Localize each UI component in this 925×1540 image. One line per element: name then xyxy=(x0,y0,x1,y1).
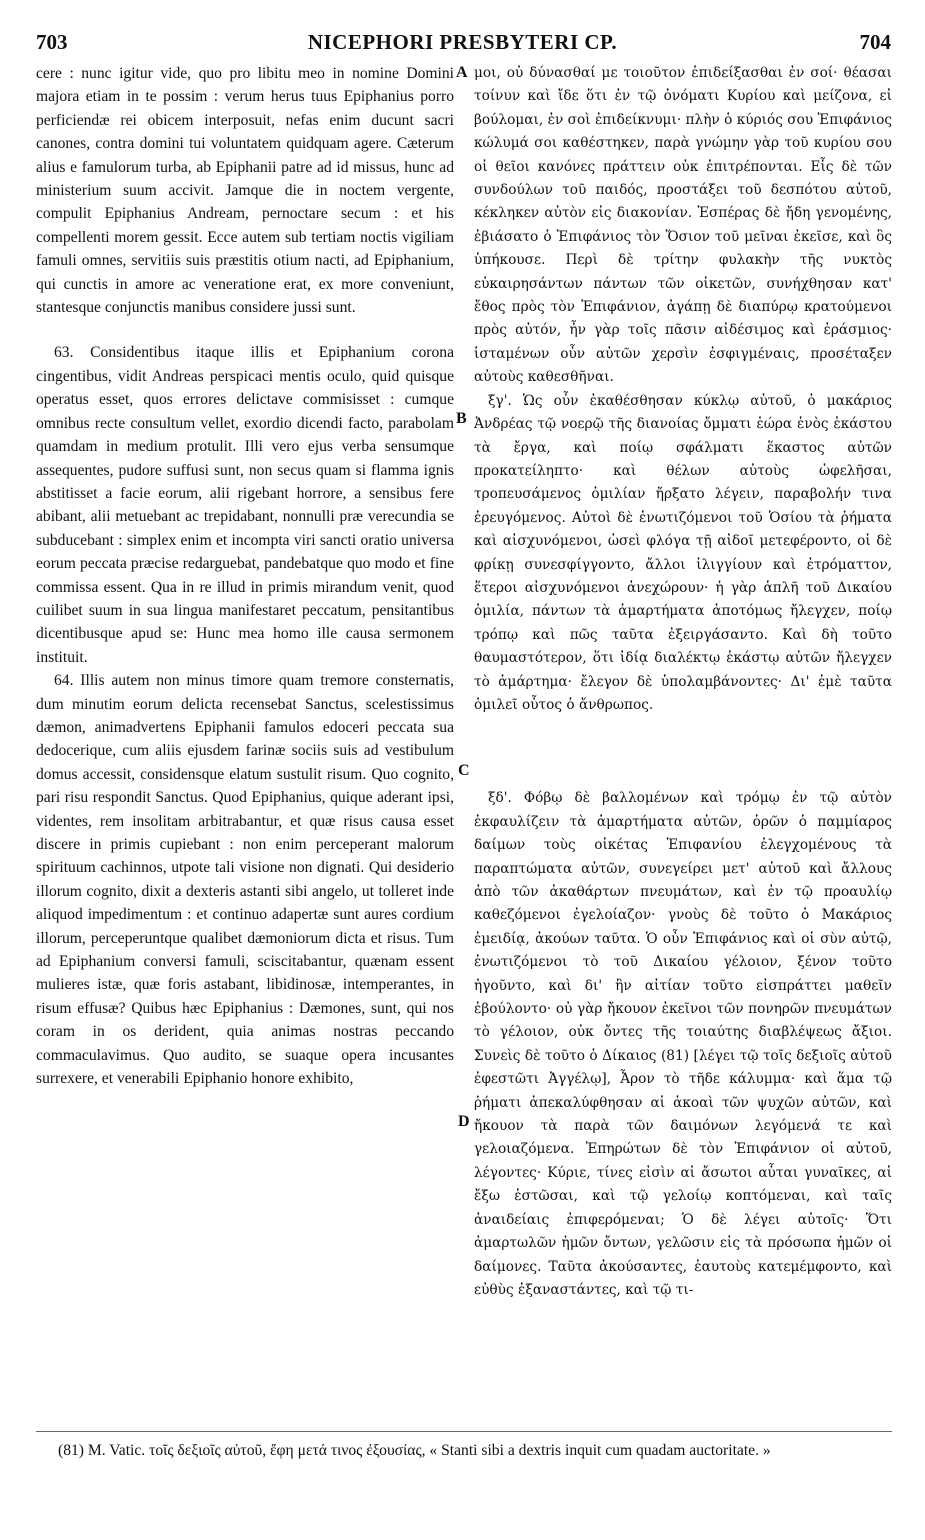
margin-marker-a: A xyxy=(456,64,468,81)
greek-paragraph-1: μοι, οὐ δύνασθαί με τοιοῦτον ἐπιδείξασθαι ἐν σοί· θέασαι τοίνυν καὶ ἴδε ὅτι ἐν τῷ ὀνόματι Κυρίου καὶ μείζονα, εἰ βούλομαι, ἐν σοὶ ἐπιδείκνυμι· πλὴν ὁ κύριός σου Ἐπιφάνιος κώλυμά σοι καθέστηκεν, παρὰ γνώμην γὰρ τοῦ κυρίου σου οἱ θεῖοι κανόνες πράττειν οὐκ ἐπιτρέπονται. Εἷς δὲ τῶν συνδούλων τοῦ παιδός, προστάξει τοῦ δεσπότου αὐτοῦ, κέκληκεν αὐτὸν εἰς διακονίαν. Ἑσπέρας δὲ ἤδη γενομένης, ἐβιάσατο ὁ Ἐπιφάνιος τὸν Ὅσιον τοῦ μεῖναι ἐκεῖσε, καὶ ὃς ὑπήκουσε. Περὶ δὲ τρίτην φυλακὴν τῆς νυκτὸς εὐκαιρησάντων πάντων τῶν οἰκετῶν, συνήχθησαν κατ' ἔθος πρὸς τὸν Ἐπιφάνιον, ἀγάπῃ δὲ διαπύρῳ κρατούμενοι πρὸς αὐτόν, ἦν γὰρ τοῖς πᾶσιν αἰδέσιμος καὶ ἐράσμιος· ἱσταμένων οὖν αὐτῶν χερσὶν ἐσφιγμέναις, προσέταξεν αὐτοὺς καθεσθῆναι. xyxy=(474,65,892,386)
page-number-left: 703 xyxy=(36,30,68,54)
margin-marker-d: D xyxy=(458,1113,470,1130)
running-title: NICEPHORI PRESBYTERI CP. xyxy=(307,30,618,54)
greek-paragraph-64: ξδ'. Φόβῳ δὲ βαλλομένων καὶ τρόμῳ ἐν τῷ αὐτὸν ἐκφαυλίζειν τὰ ἁμαρτήματα αὐτῶν, ὁρῶν ὁ παμμίαρος δαίμων τοὺς οἰκέτας Ἐπιφανίου ἐλεγχομένους τὰ παραπτώματα αὐτῶν, συνεγείρει μετ' αὐτοῦ καὶ ἄλλους ἀπὸ τῶν ἀκαθάρτων πνευμάτων, καὶ ἐν τῷ προαυλίῳ καθεζόμενοι ἐγελοίαζον· γνοὺς δὲ τοῦτο ὁ Μακάριος ἐμειδίᾳ, ἀκούων ταῦτα. Ὁ οὖν Ἐπιφάνιος καὶ οἱ σὺν αὐτῷ, ἐνωτιζόμενοι τὸ τοῦ Δικαίου γέλοιον, ξένον τοῦτο ἡγοῦντο, καὶ δι' ἣν αἰτίαν τοῦτο εἰσπράττει μαθεῖν ἐβούλοντο· οὐ γὰρ ἤκουον ἐκεῖνοι τῶν πονηρῶν πνευμάτων τὸ γέλοιον, οὐκ ὄντες τῆς τοιαύτης διαβλέψεως ἄξιοι. Συνεὶς δὲ τοῦτο ὁ Δίκαιος (81) [λέγει τῷ τοῖς δεξιοῖς αὐτοῦ ἐφεστῶτι Ἀγγέλῳ], Ἆρον τὸ τῆδε κάλυμμα· καὶ ἅμα τῷ ῥήματι ἀπεκαλύφθησαν αἱ ἀκοαὶ τῶν ψυχῶν αὐτῶν, καὶ ἤκουον τὰ παρὰ τῶν δαιμόνων λεγόμενά τε καὶ γελοιαζόμενα. Ἐπηρώτων δὲ τὸν Ἐπιφάνιον οἱ αὐτοῦ, λέγοντες· Κύριε, τίνες εἰσὶν αἱ ἄσωτοι αὗται γυναῖκες, αἱ ἔξω ἑστῶσαι, καὶ τῷ γελοίῳ κοπτόμεναι, καὶ ταῖς ἀναιδείαις ἐπιφερόμεναι; Ὁ δὲ λέγει αὐτοῖς· Ὅτι ἁμαρτωλῶν ἡμῶν ὄντων, γελῶσιν εἰς τὰ πρόσωπα ἡμῶν οἱ δαίμονες. Ταῦτα ἀκούσαντες, ἑαυτοὺς κατεμέμφοντο, καὶ εὐθὺς ἐξαναστάντες, καὶ τῷ τι- xyxy=(474,790,892,1298)
greek-paragraph-63: ξγ'. Ὡς οὖν ἐκαθέσθησαν κύκλῳ αὐτοῦ, ὁ μακάριος Ἀνδρέας τῷ νοερῷ τῆς διανοίας ὄμματι ἑώρα ἑνὸς ἑκάστου τὰ ἔργα, καὶ ποίῳ σφάλματι ἕκαστος αὐτῶν προκατείληπτο· καὶ θέλων αὐτοὺς ὠφελῆσαι, τροπευσάμενος ὁμιλίαν ἤρξατο λέγειν, παραβολήν τινα ἐρευγόμενος. Αὐτοὶ δὲ ἐνωτιζόμενοι τοῦ Ὁσίου τὰ ῥήματα καὶ αἰσχυνόμενοι, ὡσεὶ φλόγα τῇ αἰδοῖ μετεφέροντο, οἱ δὲ φρίκῃ συνεσφίγγοντο, ἄλλοι ἰλιγγίουν καὶ ἐτρόματτον, ἕτεροι αἰσχυνόμενοι ἀνεχώρουν· ἡ γὰρ ἁπλῆ τοῦ Δικαίου ὁμιλία, πάντων τὰ ἁμαρτήματα ἀποτόμως ἤλεγχεν, ποίῳ τρόπῳ καὶ πῶς ταῦτα ἐξειργάσαντο. Καὶ δὴ τοῦτο θαυμαστότερον, ὅτι ἰδίᾳ διαλέκτῳ ἑκάστῳ αὐτῶν ἤλεγχεν τὸ ἁμάρτημα· ἔλεγον δὲ ὑπολαμβάνοντες· Δι' ἐμὲ ταῦτα ὁμιλεῖ οὗτος ὁ ἄνθρωπος. xyxy=(474,392,892,713)
latin-paragraph-64: 64. Illis autem non minus timore quam tremore consternatis, dum minutim eorum delicta recensebat Sanctus, scelestissimus dæmon, animadvertens Epiphanii famulos edoceri peccata sua dedocerique, cum aliis ejusdem farinæ sociis suis ad vestibulum domus accessit, considensque elatum sustulit risum. Quo cognito, pari risu respondit Sanctus. Quod Epiphanius, quique aderant ipsi, videntes, rem insolitam arbitrabantur, et quæ risus causa esset discere in primis cupiebant : non enim perceperant malorum spirituum cachinnos, utpote tali visione non dignati. Qui desiderio illorum cognito, dixit a dexteris astanti sibi angelo, ut tolleret inde aliquod impedimentum : et continuo adapertæ sunt aures cordium illorum, perceperuntque qualibet dæmoniorum dicta et risus. Tum ad Epiphanium conversi famuli, sciscitabantur, quænam essent mulieres istæ, quæ foris astabant, libidinosæ, intemperantes, in risum effusæ? Quibus hæc Epiphanius : Dæmones, sunt, qui nos coram in os derident, quia animas nostras peccando commaculavimus. Quo audito, se suaque opera incusantes surrexere, et venerabili Epiphanio honore exhibito, xyxy=(36,672,454,1088)
footnote-rule xyxy=(36,1431,892,1432)
greek-column xyxy=(474,62,892,1302)
margin-marker-b: B xyxy=(456,410,467,427)
latin-paragraph-63: 63. Considentibus itaque illis et Epiphanium corona cingentibus, vidit Andreas perspicaci mentis oculo, quid quisque operatus esset, quos errores delictave commisisset : cumque omnibus recte consultum vellet, exordio dicendi facto, parabolam quamdam in medium protulit. Illi vero ejus verba sensumque assequentes, pudore suffusi sunt, non secus quam si flamma ignis abstitisset a facie eorum, alii rigebant horrore, a sensibus fere abibant, alii metuebant ac trepidabant, nonnulli præ verecundia se subducebant : simplex enim et incompta viri sancti oratio universa eorum peccata præcise redarguebat, pandebatque quo modo et fine commissa essent. Qua in re illud in primis mirandum venit, quod cuilibet suum in sua lingua manifestaret peccatum, pensitantibus dicentibusque apud se: Hunc mea homo ille causa sermonem instituit. xyxy=(36,344,454,666)
page-number-right: 704 xyxy=(859,30,891,54)
latin-column xyxy=(36,62,454,1090)
footnote: (81) M. Vatic. τοῖς δεξιοῖς αὐτοῦ, ἔφη μετά τινος ἐξουσίας, « Stanti sibi a dextris inquit cum quadam auctoritate. » xyxy=(58,1442,771,1459)
latin-paragraph-1: cere : nunc igitur vide, quo pro libitu meo in nomine Domini majora etiam in te possim : verum herus tuus Epiphanius porro perficiendæ rei obicem interposuit, nefas enim ducunt sacri canones, contra domini tui voluntatem quidquam agere. Cæterum alius e famulorum turba, ab Epiphanii patre ad id missus, hunc ad ministerium suum accivit. Jamque die in noctem vergente, compulit Epiphanius Andream, pernoctare secum : et his compellenti morem gessit. Ecce autem sub tertiam noctis vigiliam famuli omnes, servitiis suis præstitis otium nacti, ad Epiphanium, qui cunctis in amore ac veneratione erat, ex more conveniunt, stantesque conjunctis manibus considere jussi sunt. xyxy=(36,65,454,317)
margin-marker-c: C xyxy=(458,762,470,779)
page-header xyxy=(30,30,895,60)
